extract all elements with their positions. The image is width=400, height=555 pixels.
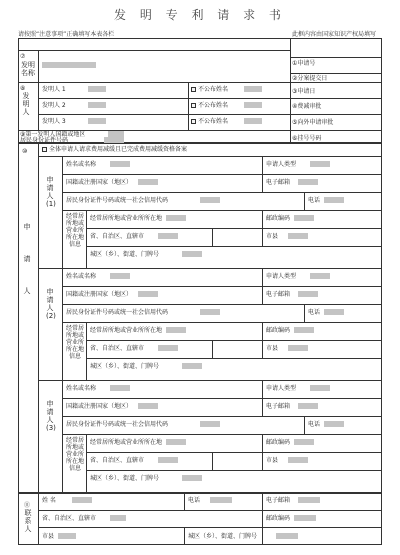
contact-phone-label: 电话: [188, 497, 201, 504]
applicant-city-label: 市县: [266, 457, 279, 464]
applicant-province-label: 省、自治区、直辖市: [90, 233, 145, 240]
applicant-street-label: 城区（乡）、街道、门牌号: [90, 251, 160, 258]
office-reg-no: ⑥挂号号码: [292, 135, 322, 142]
hide-name-checkbox[interactable]: [191, 119, 196, 124]
applicant-phone-label: 电话: [308, 197, 321, 204]
applicant-country-value[interactable]: [138, 291, 158, 297]
applicant-region-value[interactable]: [166, 215, 186, 221]
office-fee-review: ④费减审批: [292, 103, 322, 110]
applicant-city-label: 市县: [266, 233, 279, 240]
hide-name-label: 不公布姓名: [198, 102, 229, 109]
first-inventor-id: 居民身份证件号码: [20, 137, 69, 144]
applicant-type-label: 申请人类型: [266, 161, 297, 168]
applicant-country-value[interactable]: [138, 179, 158, 185]
applicant-country-value[interactable]: [138, 403, 158, 409]
applicant-street-label: 城区（乡）、街道、门牌号: [90, 363, 160, 370]
applicant-email-value[interactable]: [298, 403, 318, 409]
fee-reduction-statement: 全体申请人请求费用减缓且已完成费用减缓资格备案: [49, 146, 188, 153]
applicant-name-label: 姓名或名称: [66, 385, 97, 392]
applicant-email-label: 电子邮箱: [266, 179, 291, 186]
applicant-name-value[interactable]: [110, 273, 130, 279]
inventor-name-value[interactable]: [88, 118, 106, 124]
applicant-city-label: 市县: [266, 345, 279, 352]
applicant-type-value[interactable]: [310, 161, 330, 167]
applicant-type-label: 申请人类型: [266, 385, 297, 392]
applicant-country-label: 国籍或注册国家（地区）: [66, 179, 133, 186]
applicant-phone-value[interactable]: [324, 309, 344, 315]
inventor-label: 发明人 3: [42, 118, 66, 125]
hide-name-checkbox[interactable]: [191, 103, 196, 108]
applicant-street-label: 城区（乡）、街道、门牌号: [90, 475, 160, 482]
applicant-section-num: ⑩: [22, 148, 28, 155]
contact-province-label: 省、自治区、直辖市: [42, 515, 97, 522]
applicant-name-value[interactable]: [110, 161, 130, 167]
applicant-street-value[interactable]: [182, 251, 202, 257]
applicant-type-label: 申请人类型: [266, 273, 297, 280]
inventor-name-value[interactable]: [88, 102, 106, 108]
contact-name-label: 姓 名: [42, 497, 56, 504]
hide-name-label: 不公布姓名: [198, 118, 229, 125]
contact-street-label: 城区（乡）、街道、门牌号: [188, 533, 258, 540]
applicant-type-value[interactable]: [310, 273, 330, 279]
invention-name-label: 发明名称: [21, 61, 35, 77]
applicant-label: 申请人(1): [46, 176, 56, 208]
applicant-province-value[interactable]: [158, 457, 178, 463]
contact-email-label: 电子邮箱: [266, 497, 291, 504]
applicant-province-value[interactable]: [158, 233, 178, 239]
applicant-province-value[interactable]: [158, 345, 178, 351]
applicant-postcode-label: 邮政编码: [266, 215, 291, 222]
applicant-id-value[interactable]: [200, 197, 220, 203]
applicant-name-value[interactable]: [110, 385, 130, 391]
applicant-name-label: 姓名或名称: [66, 161, 97, 168]
applicant-email-value[interactable]: [298, 179, 318, 185]
applicant-phone-label: 电话: [308, 309, 321, 316]
applicant-id-label: 居民身份证件号码或统一社会信用代码: [66, 421, 169, 428]
applicant-phone-label: 电话: [308, 421, 321, 428]
first-inventor-nationality: ⑨第一发明人国籍或地区: [20, 131, 86, 138]
applicant-postcode-value[interactable]: [294, 215, 314, 221]
contact-city-label: 市县: [42, 533, 55, 540]
hide-name-checkbox[interactable]: [191, 87, 196, 92]
applicant-province-label: 省、自治区、直辖市: [90, 457, 145, 464]
applicant-address-title: 经常居所地或营业所所在地信息: [66, 437, 85, 472]
applicant-id-value[interactable]: [200, 421, 220, 427]
applicant-postcode-label: 邮政编码: [266, 439, 291, 446]
applicant-email-value[interactable]: [298, 291, 318, 297]
office-app-date: ③申请日: [292, 88, 316, 95]
contact-postcode-value[interactable]: [294, 515, 316, 521]
applicant-city-value[interactable]: [288, 345, 308, 351]
inventor-hide-value[interactable]: [244, 86, 262, 92]
fee-reduction-checkbox[interactable]: [42, 147, 47, 152]
contact-num: ⑪: [24, 502, 31, 509]
applicant-province-label: 省、自治区、直辖市: [90, 345, 145, 352]
applicant-id-label: 居民身份证件号码或统一社会信用代码: [66, 197, 169, 204]
contact-label: 联系人: [24, 509, 32, 533]
applicant-section-label: 申请人: [23, 223, 31, 295]
applicant-postcode-value[interactable]: [294, 439, 314, 445]
applicant-country-label: 国籍或注册国家（地区）: [66, 403, 133, 410]
applicant-email-label: 电子邮箱: [266, 403, 291, 410]
inventor-name-value[interactable]: [88, 86, 106, 92]
contact-province-value[interactable]: [110, 515, 126, 521]
applicant-postcode-label: 邮政编码: [266, 327, 291, 334]
form-title: 发 明 专 利 请 求 书: [114, 8, 286, 22]
applicant-region-label: 经常居所地或营业所所在地: [90, 439, 163, 446]
applicant-email-label: 电子邮箱: [266, 291, 291, 298]
contact-street-value[interactable]: [276, 533, 298, 539]
applicant-region-label: 经常居所地或营业所所在地: [90, 327, 163, 334]
applicant-country-label: 国籍或注册国家（地区）: [66, 291, 133, 298]
applicant-address-title: 经常居所地或营业所所在地信息: [66, 213, 85, 248]
inventor-label: 发明人 1: [42, 86, 66, 93]
inventor-hide-value[interactable]: [244, 118, 262, 124]
applicant-city-value[interactable]: [288, 457, 308, 463]
instructions-note: 请按照“注意事项”正确填写本表各栏: [18, 31, 115, 38]
applicant-id-value[interactable]: [200, 309, 220, 315]
office-app-no: ①申请号: [292, 60, 316, 67]
contact-name-value[interactable]: [72, 497, 92, 503]
applicant-label: 申请人(2): [46, 288, 56, 320]
applicant-phone-value[interactable]: [324, 197, 344, 203]
office-div-date: ②分案提交日: [292, 75, 328, 82]
invention-name-num: ⑦: [20, 53, 26, 60]
office-fwd-review: ⑤向外申请审批: [292, 119, 334, 126]
contact-phone-value[interactable]: [210, 497, 232, 503]
applicant-type-value[interactable]: [310, 385, 330, 391]
applicant-id-label: 居民身份证件号码或统一社会信用代码: [66, 309, 169, 316]
contact-postcode-label: 邮政编码: [266, 515, 291, 522]
inventor-hide-value[interactable]: [244, 102, 262, 108]
applicant-region-value[interactable]: [166, 439, 186, 445]
applicant-region-label: 经常居所地或营业所所在地: [90, 215, 163, 222]
applicant-street-value[interactable]: [182, 363, 202, 369]
applicant-street-value[interactable]: [182, 475, 202, 481]
applicant-label: 申请人(3): [46, 400, 56, 432]
inventors-num: ⑧: [20, 85, 26, 92]
applicant-name-label: 姓名或名称: [66, 273, 97, 280]
hide-name-label: 不公布姓名: [198, 86, 229, 93]
inventors-label: 发明人: [22, 92, 30, 116]
contact-city-value[interactable]: [58, 533, 76, 539]
invention-name-value[interactable]: [42, 62, 96, 68]
inventor-label: 发明人 2: [42, 102, 66, 109]
office-note: 此框内容由国家知识产权局填写: [292, 31, 377, 38]
applicant-postcode-value[interactable]: [294, 327, 314, 333]
applicant-address-title: 经常居所地或营业所所在地信息: [66, 325, 85, 360]
applicant-phone-value[interactable]: [324, 421, 344, 427]
applicant-region-value[interactable]: [166, 327, 186, 333]
contact-email-value[interactable]: [298, 497, 320, 503]
applicant-city-value[interactable]: [288, 233, 308, 239]
